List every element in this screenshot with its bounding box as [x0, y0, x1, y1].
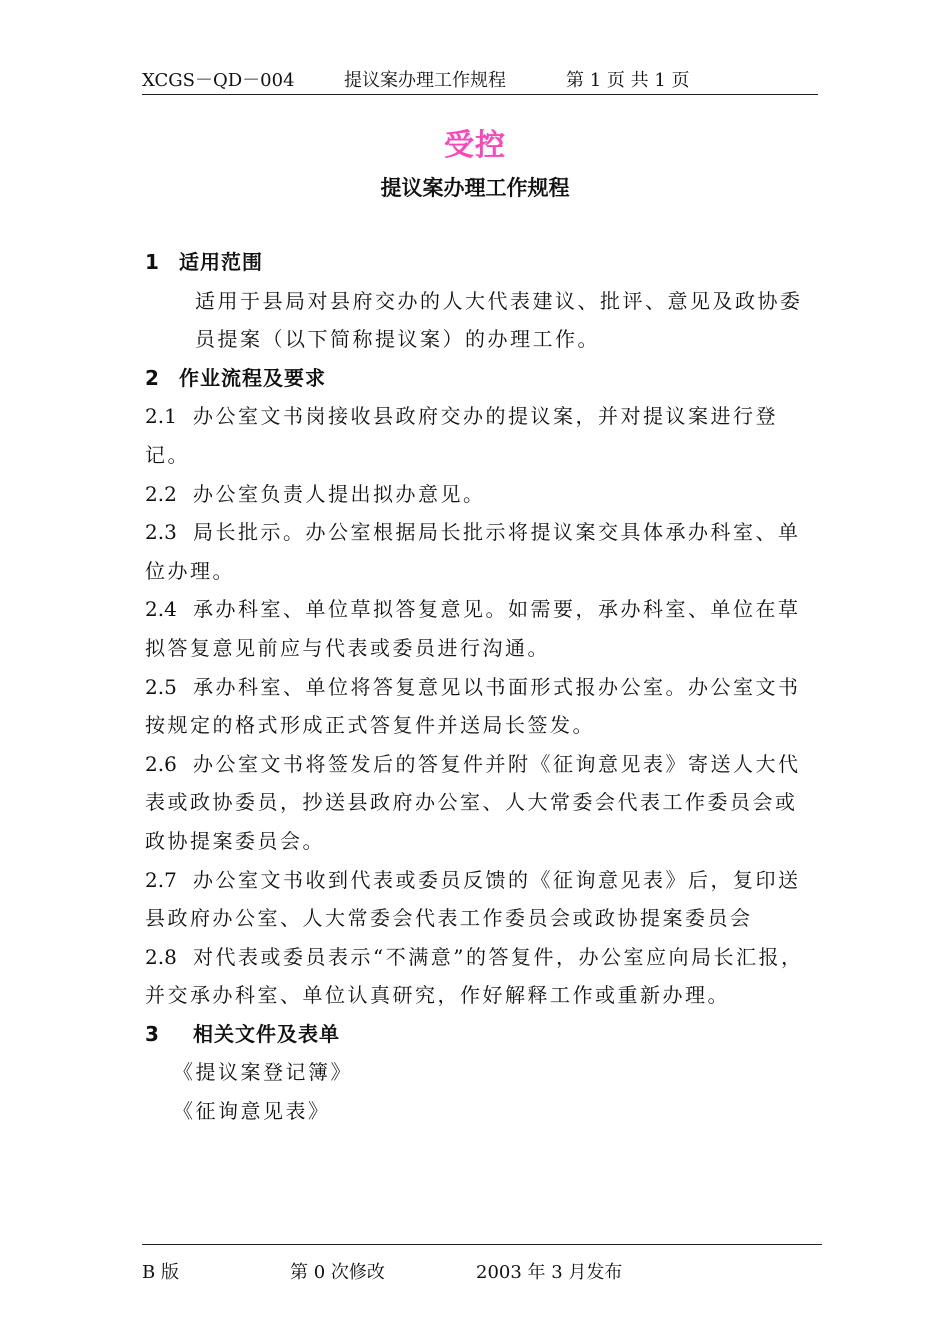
step-text: 承办科室、单位将答复意见以书面形式报办公室。办公室文书按规定的格式形成正式答复件并送局长签发。 [145, 674, 801, 738]
document-code: XCGS－QD－004 [142, 70, 295, 91]
controlled-stamp: 受控 [444, 128, 506, 163]
step-text: 办公室文书岗接收县政府交办的提议案，并对提议案进行登记。 [145, 404, 778, 467]
step-text: 对代表或委员表示“不满意”的答复件，办公室应向局长汇报，并交承办科室、单位认真研究，作好解释工作或重新办理。 [145, 944, 804, 1008]
step-number: 2.8 [145, 944, 177, 969]
step-text: 承办科室、单位草拟答复意见。如需要，承办科室、单位在草拟答复意见前应与代表或委员进行沟通。 [145, 597, 801, 660]
header-divider [142, 94, 818, 95]
section-1-title: 适用范围 [178, 250, 263, 274]
step-2-3 [145, 513, 815, 590]
step-text: 办公室文书收到代表或委员反馈的《征询意见表》后，复印送县政府办公室、人大常委会代表工作委员会或政协提案委员会 [145, 867, 801, 931]
step-2-8 [145, 938, 815, 1015]
revision-label: 第 0 次修改 [290, 1262, 385, 1283]
section-3-number: 3 [145, 1021, 160, 1046]
step-number: 2.5 [145, 674, 177, 699]
step-number: 2.7 [145, 867, 177, 892]
step-number: 2.2 [145, 481, 177, 506]
issue-date: 2003 年 3 月发布 [476, 1262, 623, 1283]
document-title: 提议案办理工作规程 [380, 176, 570, 200]
step-2-5 [145, 668, 815, 745]
step-number: 2.4 [145, 597, 177, 622]
section-2-title: 作业流程及要求 [178, 365, 326, 390]
header-title: 提议案办理工作规程 [344, 70, 506, 91]
step-text: 办公室负责人提出拟办意见。 [193, 481, 486, 506]
document-body [145, 243, 815, 1131]
step-2-1 [145, 397, 815, 474]
section-3-title: 相关文件及表单 [193, 1021, 340, 1046]
step-number: 2.6 [145, 751, 177, 776]
footer-divider [142, 1244, 822, 1245]
section-1-heading [145, 243, 815, 282]
related-form-1: 《提议案登记簿》 [173, 1060, 353, 1085]
related-form-2: 《征询意见表》 [173, 1099, 331, 1124]
page-header [142, 64, 818, 92]
section-2-heading [145, 359, 815, 398]
step-2-2 [145, 475, 815, 514]
step-text: 局长批示。办公室根据局长批示将提议案交具体承办科室、单位办理。 [145, 520, 801, 583]
step-number: 2.3 [145, 520, 177, 545]
step-2-7 [145, 861, 815, 938]
page-info: 第 1 页 共 1 页 [566, 70, 690, 91]
step-text: 办公室文书将签发后的答复件并附《征询意见表》寄送人大代表或政协委员，抄送县政府办公室、人大常委会代表工作委员会或政协提案委员会。 [145, 751, 801, 853]
section-2-number: 2 [145, 365, 160, 390]
section-1-text: 适用于县局对县府交办的人大代表建议、批评、意见及政协委员提案（以下简称提议案）的办理工作。 [195, 288, 803, 352]
step-number: 2.1 [145, 404, 177, 429]
section-1-number: 1 [145, 250, 160, 274]
version-label: B 版 [142, 1262, 179, 1283]
step-2-6 [145, 745, 815, 861]
step-2-4 [145, 590, 815, 667]
section-3-heading [145, 1015, 815, 1054]
